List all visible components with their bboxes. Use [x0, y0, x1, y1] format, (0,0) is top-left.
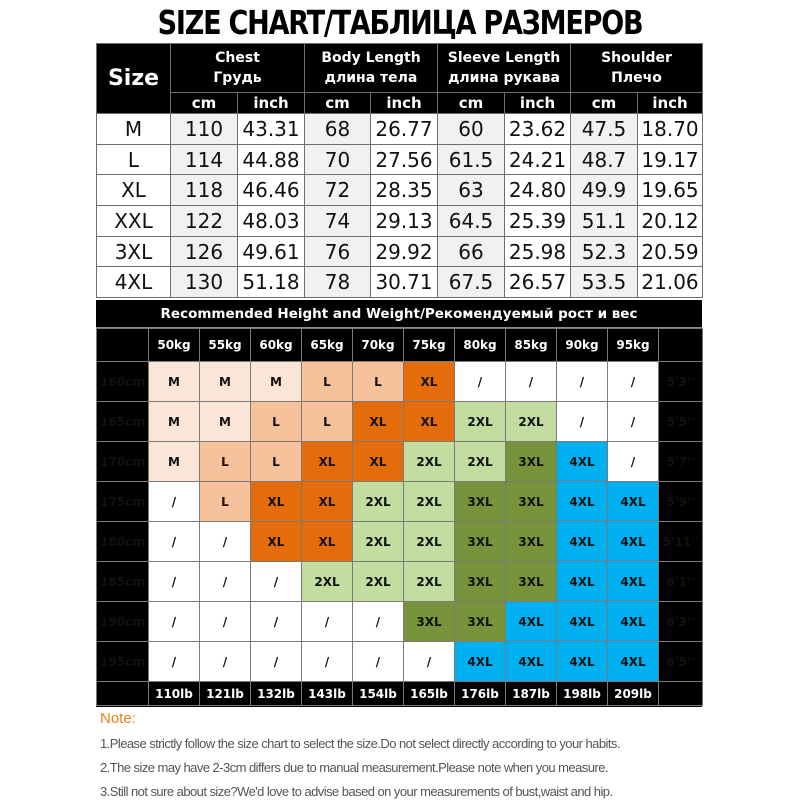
height-cm-label: 180cm [97, 522, 149, 562]
size-recommendation-cell: 2XL [506, 402, 557, 442]
size-cell: XL [97, 175, 171, 206]
recommendation-grid [96, 328, 703, 706]
notes-heading: Note: [100, 710, 136, 727]
size-recommendation-cell: 4XL [557, 602, 608, 642]
size-recommendation-cell: / [557, 362, 608, 402]
size-recommendation-cell: XL [353, 402, 404, 442]
size-recommendation-cell: M [200, 362, 251, 402]
corner-cell [659, 682, 703, 706]
size-recommendation-cell: / [353, 602, 404, 642]
size-recommendation-cell: / [200, 642, 251, 682]
notes-section [100, 710, 740, 800]
size-recommendation-cell: / [353, 642, 404, 682]
size-recommendation-cell: 4XL [557, 562, 608, 602]
measurement-cell: 118 [171, 175, 238, 206]
unit-header: cm [438, 93, 505, 114]
size-recommendation-cell: / [608, 362, 659, 402]
measurement-cell: 130 [171, 267, 238, 298]
height-row [97, 402, 703, 442]
measurement-cell: 26.57 [505, 267, 571, 298]
size-recommendation-cell: 4XL [608, 522, 659, 562]
size-recommendation-cell: L [200, 482, 251, 522]
weight-kg-header: 90kg [557, 329, 608, 362]
size-recommendation-cell: XL [302, 442, 353, 482]
table-row [97, 206, 703, 237]
weight-lb-header: 165lb [404, 682, 455, 706]
weight-kg-header: 95kg [608, 329, 659, 362]
measurement-cell: 52.3 [571, 236, 638, 267]
height-row [97, 522, 703, 562]
size-recommendation-cell: L [302, 402, 353, 442]
size-recommendation-cell: / [302, 602, 353, 642]
weight-kg-header: 50kg [149, 329, 200, 362]
size-recommendation-cell: 2XL [353, 482, 404, 522]
measurement-cell: 30.71 [371, 267, 438, 298]
size-recommendation-cell: / [149, 562, 200, 602]
size-recommendation-cell: / [251, 602, 302, 642]
measurement-cell: 29.92 [371, 236, 438, 267]
size-recommendation-cell: / [608, 442, 659, 482]
weight-kg-header: 65kg [302, 329, 353, 362]
size-recommendation-cell: / [455, 362, 506, 402]
weight-lb-row [97, 682, 703, 706]
size-recommendation-cell: 3XL [506, 442, 557, 482]
size-recommendation-cell: 2XL [404, 522, 455, 562]
height-row [97, 602, 703, 642]
height-ft-label: 5'3'' [659, 362, 703, 402]
measurement-cell: 51.18 [238, 267, 305, 298]
measurement-cell: 24.21 [505, 144, 571, 175]
size-recommendation-cell: 4XL [506, 602, 557, 642]
measurement-cell: 72 [305, 175, 371, 206]
measurement-cell: 51.1 [571, 206, 638, 237]
size-recommendation-cell: 4XL [608, 482, 659, 522]
unit-header: cm [171, 93, 238, 114]
height-row [97, 562, 703, 602]
measurement-cell: 26.77 [371, 114, 438, 145]
height-ft-label: 5'7'' [659, 442, 703, 482]
height-ft-label: 5'9'' [659, 482, 703, 522]
size-recommendation-cell: 4XL [557, 442, 608, 482]
size-recommendation-cell: 4XL [608, 602, 659, 642]
unit-header: inch [505, 93, 571, 114]
recommendation-title: Recommended Height and Weight/Рекомендуемый рост и вес [96, 300, 702, 328]
table-row [97, 236, 703, 267]
size-recommendation-cell: 3XL [455, 522, 506, 562]
measurement-cell: 24.80 [505, 175, 571, 206]
group-header-body-length: Body Length длина тела [305, 44, 438, 93]
weight-lb-header: 143lb [302, 682, 353, 706]
weight-kg-row [97, 329, 703, 362]
measurement-cell: 47.5 [571, 114, 638, 145]
size-recommendation-cell: XL [302, 522, 353, 562]
size-recommendation-cell: XL [404, 402, 455, 442]
note-line: 1.Please strictly follow the size chart to select the size.Do not select directly according to your habits. [100, 736, 620, 751]
size-recommendation-cell: / [200, 522, 251, 562]
measurement-cell: 68 [305, 114, 371, 145]
size-recommendation-cell: 2XL [353, 522, 404, 562]
unit-header: cm [305, 93, 371, 114]
weight-lb-header: 121lb [200, 682, 251, 706]
height-row [97, 642, 703, 682]
size-recommendation-cell: XL [302, 482, 353, 522]
height-ft-label: 6'5'' [659, 642, 703, 682]
measurement-cell: 49.9 [571, 175, 638, 206]
weight-lb-header: 198lb [557, 682, 608, 706]
size-recommendation-cell: 4XL [506, 642, 557, 682]
unit-header: cm [571, 93, 638, 114]
size-recommendation-cell: / [149, 642, 200, 682]
size-recommendation-cell: 3XL [506, 562, 557, 602]
size-recommendation-cell: 3XL [455, 562, 506, 602]
measurement-cell: 20.59 [638, 236, 703, 267]
size-recommendation-cell: / [608, 402, 659, 442]
size-recommendation-cell: / [149, 522, 200, 562]
size-recommendation-cell: / [557, 402, 608, 442]
measurement-cell: 27.56 [371, 144, 438, 175]
measurement-cell: 21.06 [638, 267, 703, 298]
measurement-cell: 61.5 [438, 144, 505, 175]
size-recommendation-cell: 2XL [353, 562, 404, 602]
measurement-cell: 66 [438, 236, 505, 267]
height-row [97, 442, 703, 482]
weight-kg-header: 75kg [404, 329, 455, 362]
measurement-cell: 19.17 [638, 144, 703, 175]
size-cell: L [97, 144, 171, 175]
size-recommendation-cell: 4XL [455, 642, 506, 682]
unit-header: inch [371, 93, 438, 114]
size-recommendation-cell: 3XL [404, 602, 455, 642]
measurement-cell: 29.13 [371, 206, 438, 237]
size-recommendation-cell: / [302, 642, 353, 682]
table-row [97, 267, 703, 298]
height-row [97, 362, 703, 402]
measurement-cell: 53.5 [571, 267, 638, 298]
height-ft-label: 6'3'' [659, 602, 703, 642]
size-recommendation-cell: XL [353, 442, 404, 482]
measurement-cell: 23.62 [505, 114, 571, 145]
group-header-shoulder: Shoulder Плечо [571, 44, 703, 93]
height-cm-label: 170cm [97, 442, 149, 482]
size-recommendation-cell: 2XL [455, 442, 506, 482]
measurement-cell: 43.31 [238, 114, 305, 145]
size-recommendation-cell: XL [404, 362, 455, 402]
size-header: Size [97, 44, 171, 114]
measurement-cell: 76 [305, 236, 371, 267]
size-recommendation-cell: L [302, 362, 353, 402]
weight-lb-header: 187lb [506, 682, 557, 706]
size-recommendation-cell: M [200, 402, 251, 442]
height-cm-label: 185cm [97, 562, 149, 602]
size-recommendation-cell: 2XL [302, 562, 353, 602]
size-recommendation-cell: M [149, 442, 200, 482]
corner-cell [97, 329, 149, 362]
unit-header: inch [638, 93, 703, 114]
size-recommendation-cell: 4XL [557, 642, 608, 682]
measurement-cell: 60 [438, 114, 505, 145]
weight-kg-header: 55kg [200, 329, 251, 362]
weight-kg-header: 70kg [353, 329, 404, 362]
size-cell: 4XL [97, 267, 171, 298]
size-recommendation-cell: L [200, 442, 251, 482]
height-ft-label: 5'5'' [659, 402, 703, 442]
recommendation-panel [96, 300, 702, 707]
height-cm-label: 195cm [97, 642, 149, 682]
size-table [96, 43, 703, 298]
size-recommendation-cell: L [251, 402, 302, 442]
weight-kg-header: 80kg [455, 329, 506, 362]
measurement-cell: 74 [305, 206, 371, 237]
weight-kg-header: 60kg [251, 329, 302, 362]
note-line: 3.Still not sure about size?We'd love to advise based on your measurements of bust,waist and hip. [100, 784, 613, 799]
size-recommendation-cell: / [251, 642, 302, 682]
measurement-cell: 126 [171, 236, 238, 267]
height-row [97, 482, 703, 522]
size-recommendation-cell: 3XL [506, 482, 557, 522]
weight-lb-header: 132lb [251, 682, 302, 706]
measurement-cell: 114 [171, 144, 238, 175]
measurement-cell: 20.12 [638, 206, 703, 237]
unit-header: inch [238, 93, 305, 114]
size-recommendation-cell: / [404, 642, 455, 682]
size-recommendation-cell: 2XL [404, 562, 455, 602]
size-recommendation-cell: 4XL [608, 562, 659, 602]
measurement-cell: 78 [305, 267, 371, 298]
size-recommendation-cell: / [506, 362, 557, 402]
height-cm-label: 190cm [97, 602, 149, 642]
weight-lb-header: 154lb [353, 682, 404, 706]
size-recommendation-cell: 3XL [506, 522, 557, 562]
size-recommendation-cell: / [251, 562, 302, 602]
size-recommendation-cell: / [200, 602, 251, 642]
measurement-cell: 64.5 [438, 206, 505, 237]
size-recommendation-cell: 2XL [404, 482, 455, 522]
measurement-cell: 25.39 [505, 206, 571, 237]
measurement-cell: 18.70 [638, 114, 703, 145]
group-header-chest: Chest Грудь [171, 44, 305, 93]
size-recommendation-cell: M [149, 402, 200, 442]
measurement-cell: 110 [171, 114, 238, 145]
measurement-cell: 25.98 [505, 236, 571, 267]
measurement-cell: 19.65 [638, 175, 703, 206]
table-row [97, 144, 703, 175]
measurement-cell: 122 [171, 206, 238, 237]
size-recommendation-cell: L [251, 442, 302, 482]
measurement-cell: 48.03 [238, 206, 305, 237]
corner-cell [659, 329, 703, 362]
size-recommendation-cell: / [149, 482, 200, 522]
corner-cell [97, 682, 149, 706]
measurement-cell: 48.7 [571, 144, 638, 175]
measurement-cell: 44.88 [238, 144, 305, 175]
size-cell: 3XL [97, 236, 171, 267]
measurement-cell: 70 [305, 144, 371, 175]
table-row [97, 114, 703, 145]
size-recommendation-cell: / [149, 602, 200, 642]
measurement-cell: 63 [438, 175, 505, 206]
group-header-sleeve-length: Sleeve Length длина рукава [438, 44, 571, 93]
size-cell: XXL [97, 206, 171, 237]
height-ft-label: 6'1'' [659, 562, 703, 602]
size-recommendation-cell: M [149, 362, 200, 402]
size-recommendation-cell: 2XL [404, 442, 455, 482]
weight-lb-header: 209lb [608, 682, 659, 706]
size-recommendation-cell: 4XL [557, 482, 608, 522]
height-ft-label: 5'11'' [659, 522, 703, 562]
height-cm-label: 175cm [97, 482, 149, 522]
size-recommendation-cell: XL [251, 522, 302, 562]
note-line: 2.The size may have 2-3cm differs due to manual measurement.Please note when you measure. [100, 760, 608, 775]
size-recommendation-cell: / [200, 562, 251, 602]
size-recommendation-cell: 4XL [557, 522, 608, 562]
size-recommendation-cell: 2XL [455, 402, 506, 442]
size-recommendation-cell: 3XL [455, 482, 506, 522]
measurement-cell: 67.5 [438, 267, 505, 298]
page-title: SIZE CHART/ТАБЛИЦА РАЗМЕРОВ [157, 3, 643, 42]
size-recommendation-cell: XL [251, 482, 302, 522]
size-recommendation-cell: 4XL [608, 642, 659, 682]
weight-lb-header: 110lb [149, 682, 200, 706]
table-row [97, 175, 703, 206]
height-cm-label: 160cm [97, 362, 149, 402]
size-cell: M [97, 114, 171, 145]
weight-lb-header: 176lb [455, 682, 506, 706]
size-recommendation-cell: M [251, 362, 302, 402]
weight-kg-header: 85kg [506, 329, 557, 362]
height-cm-label: 165cm [97, 402, 149, 442]
size-recommendation-cell: L [353, 362, 404, 402]
measurement-cell: 28.35 [371, 175, 438, 206]
measurement-cell: 46.46 [238, 175, 305, 206]
measurement-cell: 49.61 [238, 236, 305, 267]
size-recommendation-cell: 3XL [455, 602, 506, 642]
